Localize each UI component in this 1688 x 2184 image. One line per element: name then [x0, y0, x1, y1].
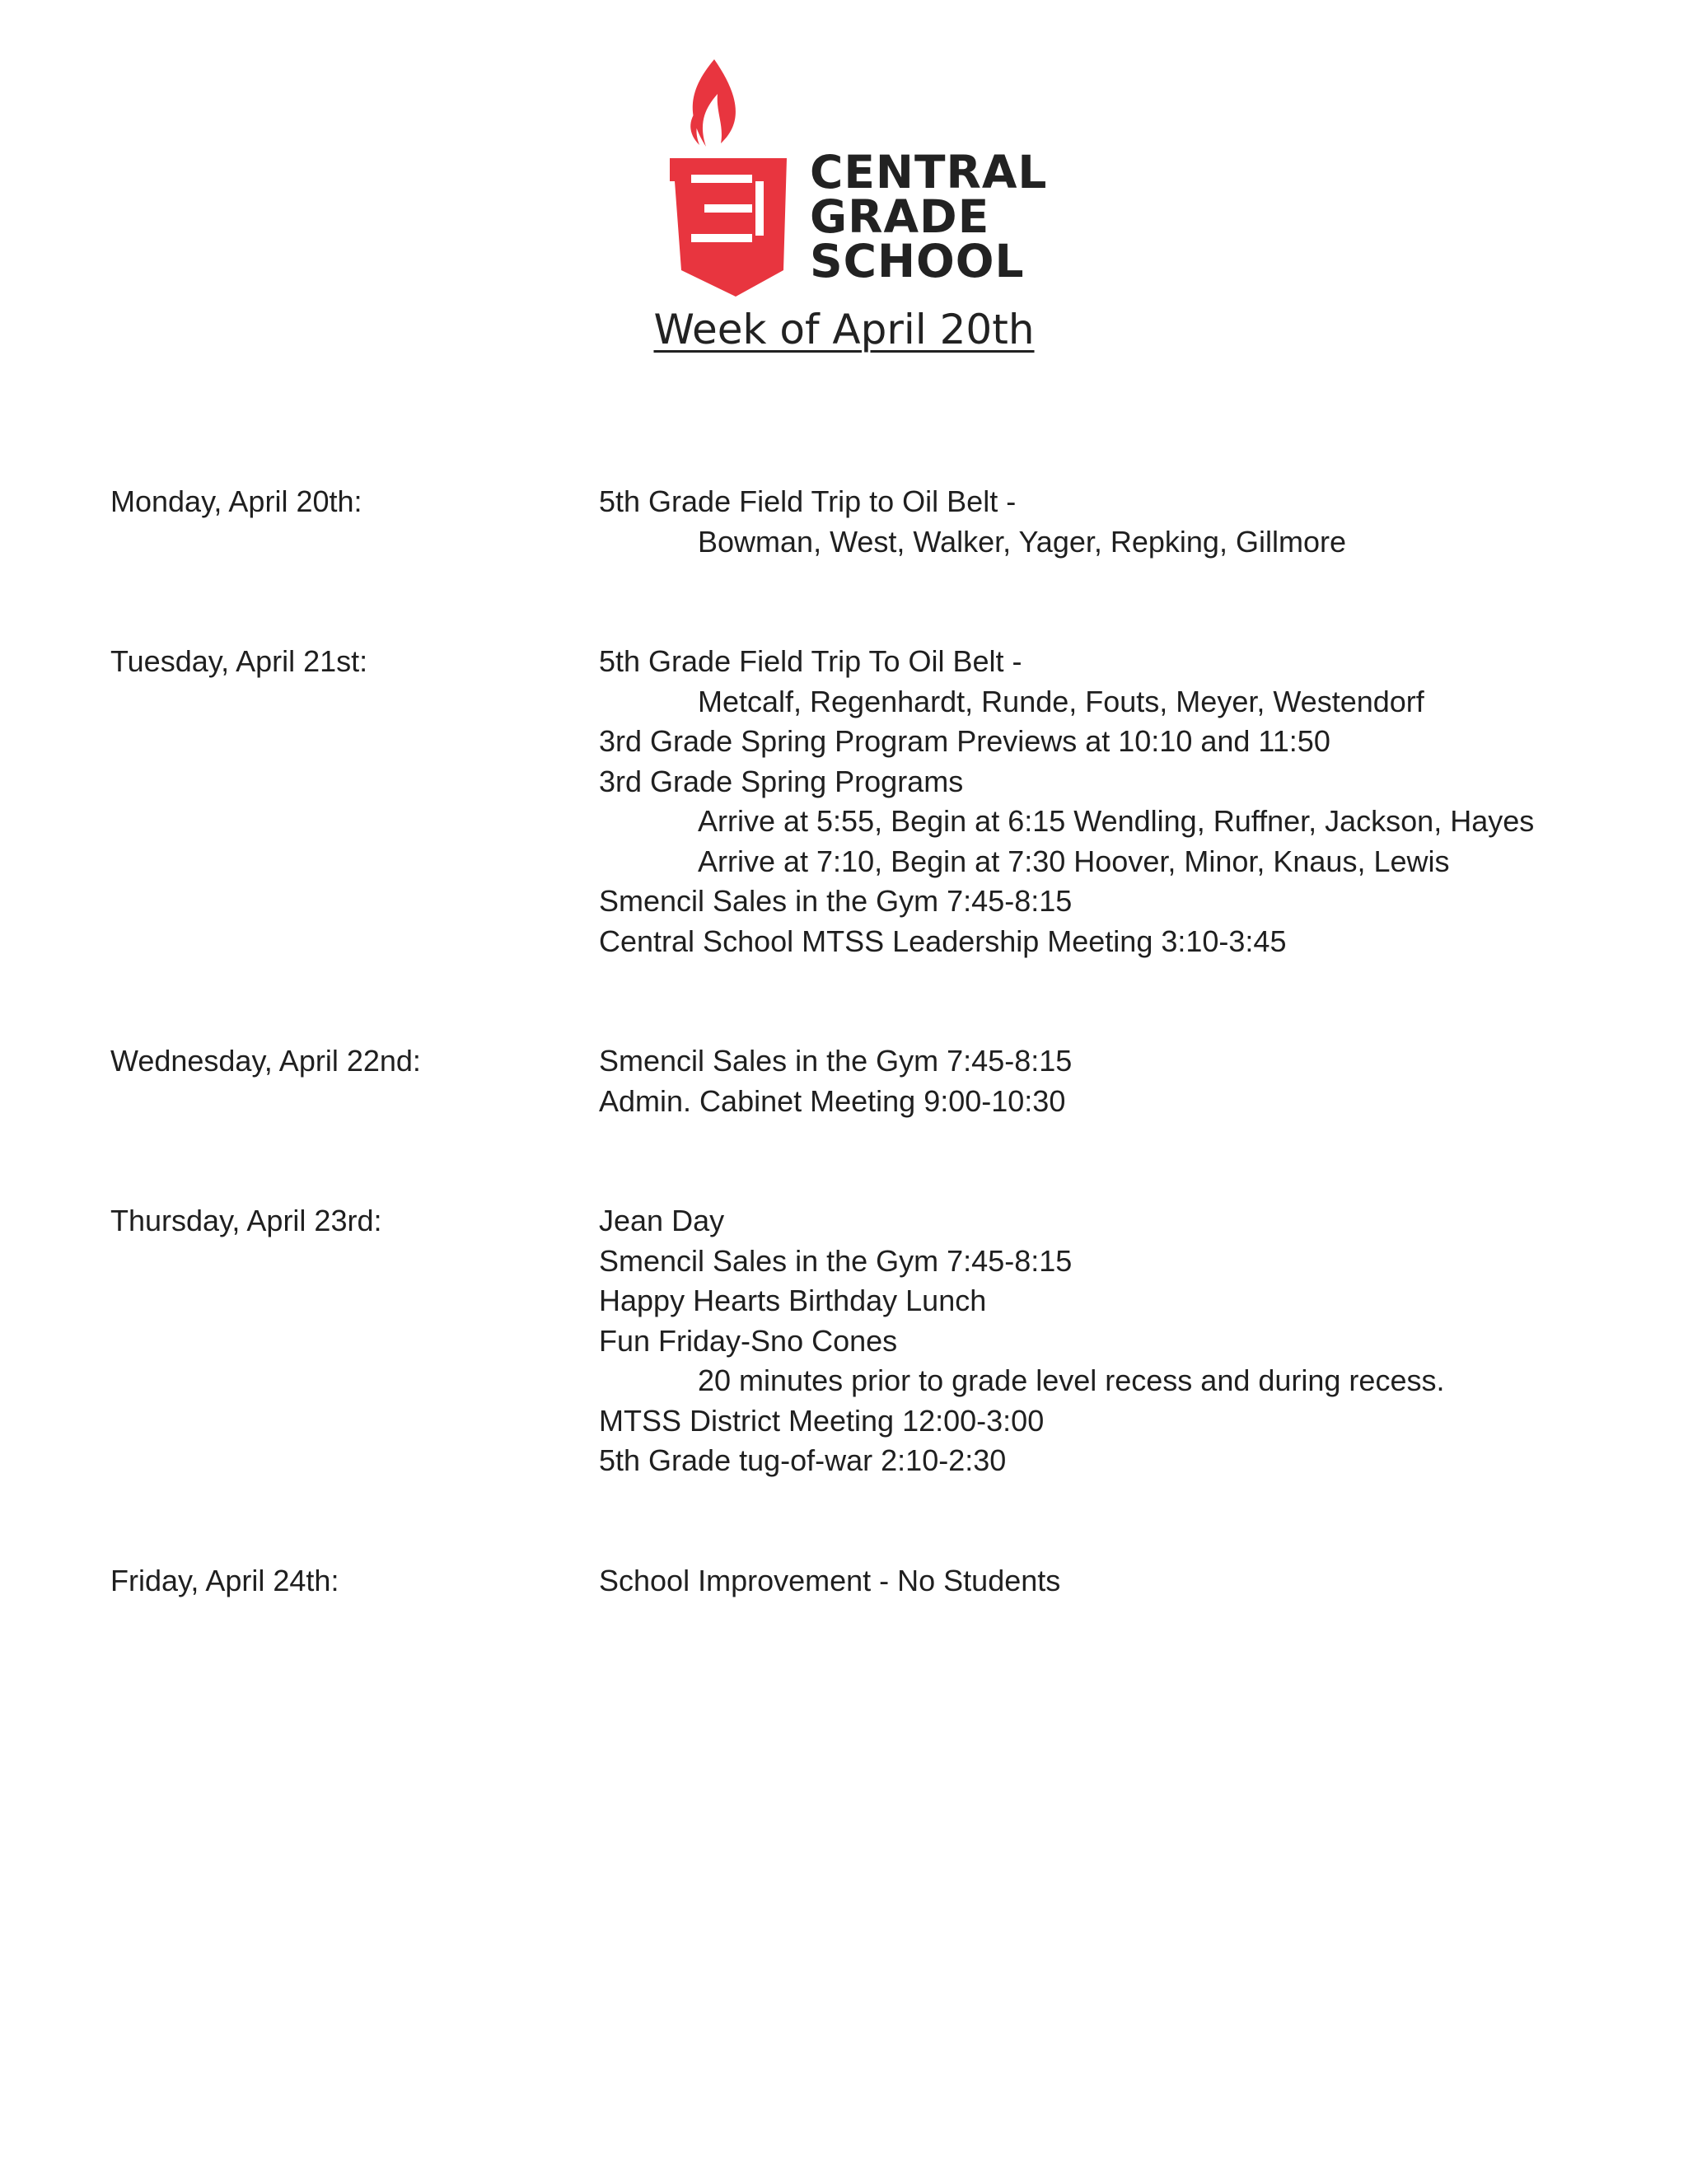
logo-line-2: GRADE	[810, 190, 990, 243]
event-line: Smencil Sales in the Gym 7:45-8:15	[599, 1243, 1073, 1278]
event-line: Happy Hearts Birthday Lunch	[599, 1284, 987, 1317]
school-logo	[663, 58, 1048, 297]
day-label: Thursday, April 23rd:	[110, 1204, 382, 1237]
page-title-text: Week of April 20th	[653, 306, 1035, 353]
event-line: 3rd Grade Spring Programs	[599, 764, 964, 798]
event-line: 5th Grade Field Trip to Oil Belt -	[599, 484, 1017, 518]
day-row-tuesday	[110, 642, 1643, 961]
event-line: 5th Grade Field Trip To Oil Belt -	[599, 644, 1022, 678]
day-row-thursday	[110, 1201, 1643, 1481]
event-line: 5th Grade tug-of-war 2:10-2:30	[599, 1443, 1007, 1477]
event-list	[599, 642, 1643, 961]
day-row-wednesday	[110, 1041, 1643, 1121]
schedule	[110, 482, 1643, 1681]
event-line: 3rd Grade Spring Program Previews at 10:10 and 11:50	[599, 724, 1330, 758]
event-line: Central School MTSS Leadership Meeting 3:10-3:45	[599, 924, 1287, 958]
event-line: 20 minutes prior to grade level recess and during recess.	[698, 1363, 1445, 1397]
event-list	[599, 1561, 1643, 1602]
event-line: Admin. Cabinet Meeting 9:00-10:30	[599, 1083, 1066, 1118]
day-row-friday	[110, 1561, 1643, 1602]
event-line: Bowman, West, Walker, Yager, Repking, Gillmore	[698, 524, 1346, 559]
page-title	[0, 303, 1688, 356]
day-label: Friday, April 24th:	[110, 1563, 339, 1597]
torch-shield-icon	[663, 58, 803, 297]
flame-icon	[693, 59, 736, 147]
event-line: Smencil Sales in the Gym 7:45-8:15	[599, 1044, 1073, 1078]
event-line: Arrive at 7:10, Begin at 7:30 Hoover, Minor, Knaus, Lewis	[698, 844, 1450, 878]
event-list	[599, 482, 1643, 562]
day-label: Monday, April 20th:	[110, 484, 362, 518]
event-list	[599, 1041, 1643, 1121]
event-line: Metcalf, Regenhardt, Runde, Fouts, Meyer, Westendorf	[698, 684, 1424, 718]
day-row-monday	[110, 482, 1643, 562]
day-label: Wednesday, April 22nd:	[110, 1044, 421, 1078]
day-label: Tuesday, April 21st:	[110, 644, 368, 678]
event-line: School Improvement - No Students	[599, 1563, 1061, 1597]
logo-wordmark	[810, 146, 1048, 288]
logo-line-1: CENTRAL	[810, 146, 1048, 199]
event-line: Fun Friday-Sno Cones	[599, 1323, 898, 1358]
event-line: Arrive at 5:55, Begin at 6:15 Wendling, Ruffner, Jackson, Hayes	[698, 804, 1535, 838]
event-line: Jean Day	[599, 1204, 725, 1237]
event-line: MTSS District Meeting 12:00-3:00	[599, 1403, 1045, 1438]
event-list	[599, 1201, 1643, 1481]
event-line: Smencil Sales in the Gym 7:45-8:15	[599, 884, 1073, 918]
logo-line-3: SCHOOL	[810, 235, 1025, 288]
